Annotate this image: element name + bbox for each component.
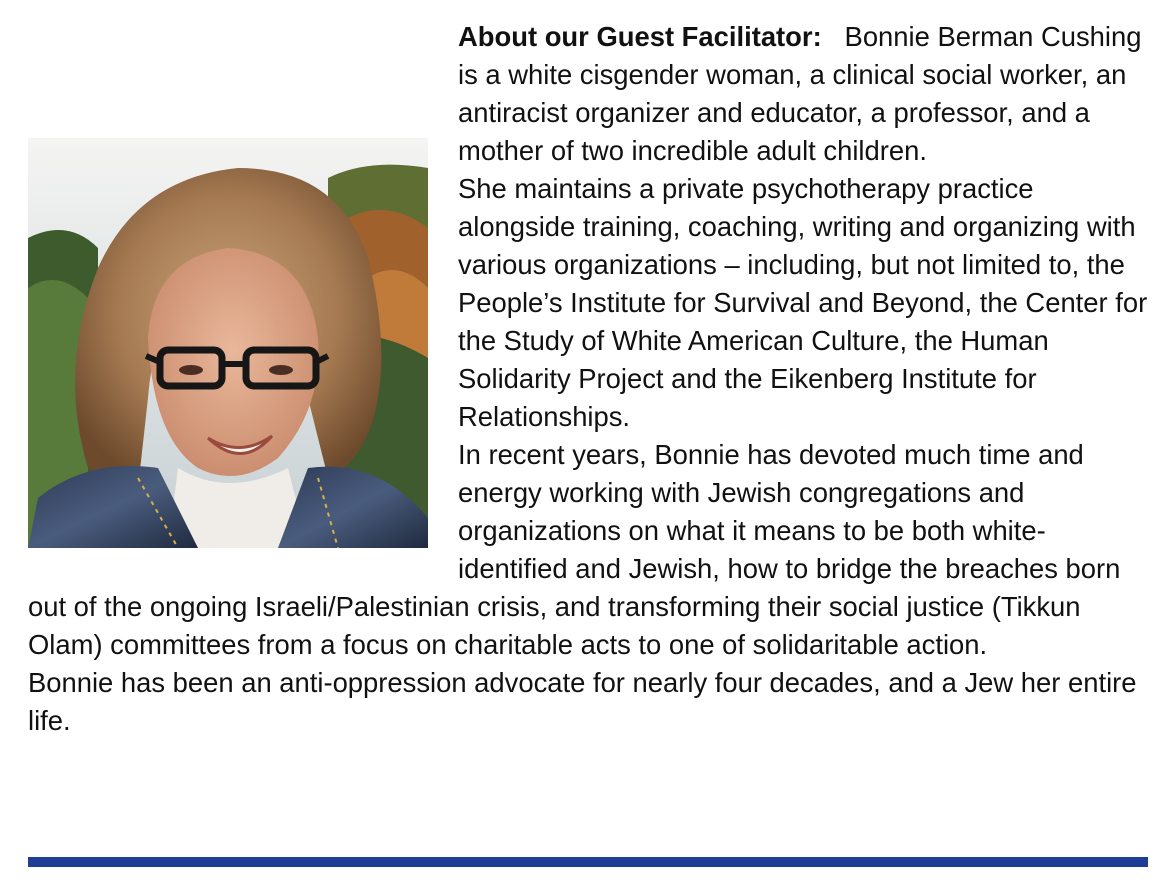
bio-paragraph-practice: She maintains a private psychotherapy practice alongside training, coaching, writing and organizing with various organizations – including, but not limited to, the People’s Institute for Survival and Beyond, the Center for the Study of White American Culture, the Human Solidarity Project and the Eikenberg Institute for Relationships. [458, 173, 1148, 432]
divider-rule [28, 857, 1148, 867]
bio-paragraph-jewish-work: In recent years, Bonnie has devoted much time and energy working with Jewish congregations and organizations on what it means to be both white-identified and Jewish, how to bridge the breaches born out of the ongoing Israeli/Palestinian crisis, and transforming their social justice (Tikkun Olam) committees from a focus on charitable acts to one of solidaritable action. [28, 439, 1121, 660]
bio-paragraph-advocacy: Bonnie has been an anti-oppression advocate for nearly four decades, and a Jew her entire life. [28, 667, 1137, 736]
bio-section [28, 18, 1150, 740]
bio-intro: Bonnie Berman Cushing is a white cisgender woman, a clinical social worker, an antiracist organizer and educator, a professor, and a mother of two incredible adult children. [458, 21, 1142, 166]
bio-heading: About our Guest Facilitator: [458, 21, 822, 52]
facilitator-photo [28, 138, 428, 548]
